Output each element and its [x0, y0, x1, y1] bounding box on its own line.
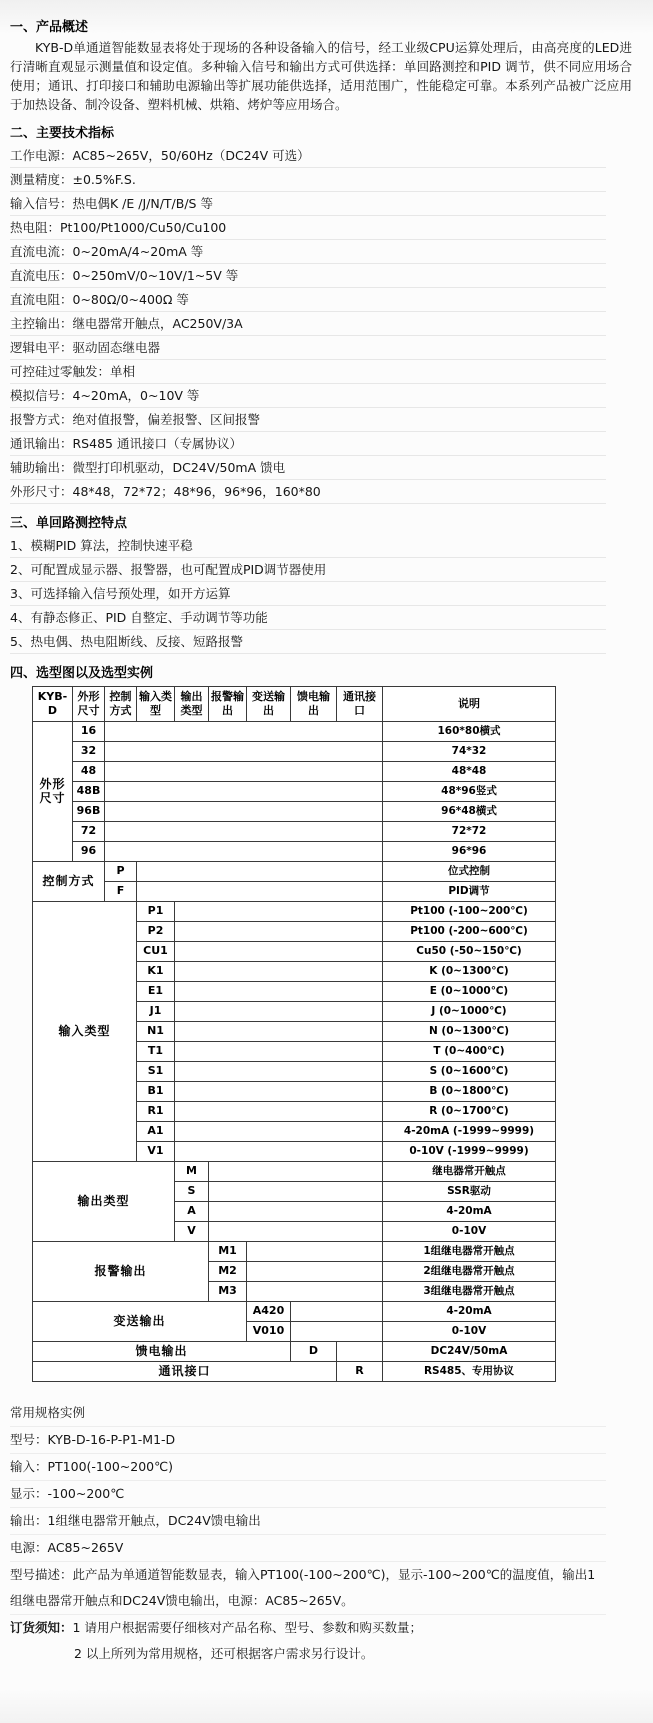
example-line: 型号描述：此产品为单通道智能数显表，输入PT100(-100~200℃)，显示-100~200℃的温度值，输出1组继电器常开触点和DC24V馈电输出，电源：AC85~265V。	[10, 1562, 606, 1615]
code-cell: 72	[73, 822, 105, 842]
desc-cell: 48*96竖式	[383, 782, 556, 802]
spacer-cell	[175, 942, 383, 962]
table-row	[33, 742, 556, 762]
spacer-cell	[175, 962, 383, 982]
table-header-cell: KYB-D	[33, 687, 73, 722]
spacer-cell	[175, 1082, 383, 1102]
spacer-cell	[209, 1202, 383, 1222]
code-cell: R1	[137, 1102, 175, 1122]
code-cell: B1	[137, 1082, 175, 1102]
selection-table-body	[33, 722, 556, 1382]
spacer-cell	[209, 1182, 383, 1202]
desc-cell: B (0~1800℃)	[383, 1082, 556, 1102]
feature-item: 4、有静态修正、PID 自整定、手动调节等功能	[10, 606, 606, 630]
desc-cell: DC24V/50mA	[383, 1342, 556, 1362]
features-list	[10, 534, 643, 654]
table-row	[33, 1242, 556, 1262]
spacer-cell	[175, 1002, 383, 1022]
group-label-cell: 通讯接口	[33, 1362, 337, 1382]
desc-cell: S (0~1600℃)	[383, 1062, 556, 1082]
selection-heading: 四、选型图以及选型实例	[10, 666, 154, 681]
spacer-cell	[105, 762, 383, 782]
desc-cell: Cu50 (-50~150℃)	[383, 942, 556, 962]
ordering-note-2: 2 以上所列为常用规格，还可根据客户需求另行设计。	[74, 1646, 374, 1661]
spec-item: 直流电阻：0~80Ω/0~400Ω 等	[10, 288, 606, 312]
spacer-cell	[137, 862, 383, 882]
group-label-cell: 输入类型	[33, 902, 137, 1162]
desc-cell: K (0~1300℃)	[383, 962, 556, 982]
ordering-note-line	[10, 1615, 630, 1641]
selection-table-header-row	[33, 687, 556, 722]
desc-cell: 4-20mA	[383, 1302, 556, 1322]
table-row	[33, 762, 556, 782]
example-lines	[10, 1427, 643, 1615]
desc-cell: 72*72	[383, 822, 556, 842]
desc-cell: 74*32	[383, 742, 556, 762]
code-cell: M	[175, 1162, 209, 1182]
table-row	[33, 782, 556, 802]
spacer-cell	[247, 1242, 383, 1262]
desc-cell: SSR驱动	[383, 1182, 556, 1202]
example-heading: 常用规格实例	[10, 1400, 606, 1427]
table-row	[33, 822, 556, 842]
code-cell: CU1	[137, 942, 175, 962]
spacer-cell	[137, 882, 383, 902]
desc-cell: 160*80横式	[383, 722, 556, 742]
spacer-cell	[105, 782, 383, 802]
desc-cell: R (0~1700℃)	[383, 1102, 556, 1122]
spacer-cell	[175, 1102, 383, 1122]
table-header-cell: 外形尺寸	[73, 687, 105, 722]
desc-cell: 96*96	[383, 842, 556, 862]
group-label-cell: 输出类型	[33, 1162, 175, 1242]
code-cell: V010	[247, 1322, 291, 1342]
selection-table	[32, 686, 556, 1382]
spacer-cell	[105, 822, 383, 842]
example-section	[10, 1400, 643, 1615]
spec-item: 辅助输出：微型打印机驱动，DC24V/50mA 馈电	[10, 456, 606, 480]
code-cell: M1	[209, 1242, 247, 1262]
spacer-cell	[209, 1162, 383, 1182]
spec-item: 直流电流：0~20mA/4~20mA 等	[10, 240, 606, 264]
table-row	[33, 862, 556, 882]
spacer-cell	[209, 1222, 383, 1242]
desc-cell: 3组继电器常开触点	[383, 1282, 556, 1302]
code-cell: J1	[137, 1002, 175, 1022]
desc-cell: 0-10V (-1999~9999)	[383, 1142, 556, 1162]
spacer-cell	[175, 922, 383, 942]
code-cell: 48	[73, 762, 105, 782]
spacer-cell	[291, 1302, 383, 1322]
spacer-cell	[291, 1322, 383, 1342]
desc-cell: T (0~400℃)	[383, 1042, 556, 1062]
table-header-cell: 变送输出	[247, 687, 291, 722]
desc-cell: 2组继电器常开触点	[383, 1262, 556, 1282]
group-label-cell: 馈电输出	[33, 1342, 291, 1362]
code-cell: T1	[137, 1042, 175, 1062]
desc-cell: N (0~1300℃)	[383, 1022, 556, 1042]
spacer-cell	[247, 1262, 383, 1282]
code-cell: E1	[137, 982, 175, 1002]
desc-cell: 0-10V	[383, 1322, 556, 1342]
code-cell: 96	[73, 842, 105, 862]
table-header-cell: 输出类型	[175, 687, 209, 722]
spec-item: 可控硅过零触发：单相	[10, 360, 606, 384]
spec-item: 热电阻：Pt100/Pt1000/Cu50/Cu100	[10, 216, 606, 240]
code-cell: A1	[137, 1122, 175, 1142]
spacer-cell	[105, 722, 383, 742]
spacer-cell	[105, 802, 383, 822]
code-cell: N1	[137, 1022, 175, 1042]
desc-cell: Pt100 (-200~600℃)	[383, 922, 556, 942]
spec-item: 模拟信号：4~20mA，0~10V 等	[10, 384, 606, 408]
desc-cell: Pt100 (-100~200℃)	[383, 902, 556, 922]
desc-cell: 48*48	[383, 762, 556, 782]
code-cell: V	[175, 1222, 209, 1242]
overview-paragraph: KYB-D单通道智能数显表将处于现场的各种设备输入的信号，经工业级CPU运算处理后，由高亮度的LED进行清晰直观显示测量值和设定值。多种输入信号和输出方式可供选择：单回路测控和PID 调节，供不同应用场合使用；通讯、打印接口和辅助电源输出等扩展功能供选择，适用范围广，性能稳定可靠。本系列产品被广泛应用于加热设备、制冷设备、塑料机械、烘箱、烤炉等应用场合。	[10, 40, 632, 112]
table-header-cell: 报警输出	[209, 687, 247, 722]
group-label-cell: 变送输出	[33, 1302, 247, 1342]
code-cell: V1	[137, 1142, 175, 1162]
ordering-note-1: 1 请用户根据需要仔细核对产品名称、型号、参数和购买数量；	[72, 1620, 422, 1635]
spacer-cell	[175, 1022, 383, 1042]
spec-item: 通讯输出：RS485 通讯接口（专属协议）	[10, 432, 606, 456]
specs-heading: 二、主要技术指标	[10, 126, 115, 141]
table-header-cell: 控制方式	[105, 687, 137, 722]
desc-cell: J (0~1000℃)	[383, 1002, 556, 1022]
table-header-cell: 输入类型	[137, 687, 175, 722]
code-cell: P2	[137, 922, 175, 942]
spec-item: 逻辑电平：驱动固态继电器	[10, 336, 606, 360]
table-row	[33, 1302, 556, 1322]
desc-cell: 4-20mA	[383, 1202, 556, 1222]
desc-cell: 继电器常开触点	[383, 1162, 556, 1182]
spacer-cell	[175, 1122, 383, 1142]
group-label-cell: 外形尺寸	[33, 722, 73, 862]
spec-item: 报警方式：绝对值报警，偏差报警、区间报警	[10, 408, 606, 432]
spacer-cell	[105, 742, 383, 762]
group-label-cell: 报警输出	[33, 1242, 209, 1302]
table-header-cell: 通讯接口	[337, 687, 383, 722]
table-row	[33, 902, 556, 922]
feature-item: 2、可配置成显示器、报警器，也可配置成PID调节器使用	[10, 558, 606, 582]
desc-cell: 96*48横式	[383, 802, 556, 822]
spacer-cell	[175, 902, 383, 922]
table-header-cell: 馈电输出	[291, 687, 337, 722]
code-cell: 16	[73, 722, 105, 742]
table-row	[33, 882, 556, 902]
ordering-label: 订货须知：	[10, 1620, 73, 1635]
desc-cell: 4-20mA (-1999~9999)	[383, 1122, 556, 1142]
code-cell: A420	[247, 1302, 291, 1322]
ordering-section	[10, 1615, 643, 1667]
spec-item: 测量精度：±0.5%F.S.	[10, 168, 606, 192]
feature-item: 1、模糊PID 算法，控制快速平稳	[10, 534, 606, 558]
desc-cell: PID调节	[383, 882, 556, 902]
desc-cell: 0-10V	[383, 1222, 556, 1242]
specs-list	[10, 144, 643, 504]
desc-cell: RS485、专用协议	[383, 1362, 556, 1382]
spacer-cell	[337, 1342, 383, 1362]
spec-item: 输入信号：热电偶K /E /J/N/T/B/S 等	[10, 192, 606, 216]
spec-item: 直流电压：0~250mV/0~10V/1~5V 等	[10, 264, 606, 288]
desc-cell: 位式控制	[383, 862, 556, 882]
code-cell: R	[337, 1362, 383, 1382]
code-cell: S	[175, 1182, 209, 1202]
feature-item: 3、可选择输入信号预处理，如开方运算	[10, 582, 606, 606]
example-line: 电源：AC85~265V	[10, 1535, 606, 1562]
code-cell: 48B	[73, 782, 105, 802]
code-cell: M2	[209, 1262, 247, 1282]
table-row	[33, 1362, 556, 1382]
table-row	[33, 1162, 556, 1182]
code-cell: 96B	[73, 802, 105, 822]
spacer-cell	[175, 1142, 383, 1162]
spacer-cell	[105, 842, 383, 862]
table-header-cell: 说明	[383, 687, 556, 722]
spacer-cell	[175, 1062, 383, 1082]
table-row	[33, 722, 556, 742]
table-row	[33, 1342, 556, 1362]
desc-cell: 1组继电器常开触点	[383, 1242, 556, 1262]
spec-item: 工作电源：AC85~265V，50/60Hz（DC24V 可选）	[10, 144, 606, 168]
table-row	[33, 842, 556, 862]
spec-item: 外形尺寸：48*48，72*72；48*96，96*96，160*80	[10, 480, 606, 504]
group-label-cell: 控制方式	[33, 862, 105, 902]
example-line: 输出：1组继电器常开触点，DC24V馈电输出	[10, 1508, 606, 1535]
example-line: 型号：KYB-D-16-P-P1-M1-D	[10, 1427, 606, 1454]
code-cell: 32	[73, 742, 105, 762]
code-cell: P1	[137, 902, 175, 922]
code-cell: M3	[209, 1282, 247, 1302]
feature-item: 5、热电偶、热电阻断线、反接、短路报警	[10, 630, 606, 654]
code-cell: S1	[137, 1062, 175, 1082]
spacer-cell	[247, 1282, 383, 1302]
code-cell: D	[291, 1342, 337, 1362]
spacer-cell	[175, 982, 383, 1002]
features-heading: 三、单回路测控特点	[10, 516, 128, 531]
spec-item: 主控输出：继电器常开触点，AC250V/3A	[10, 312, 606, 336]
code-cell: F	[105, 882, 137, 902]
desc-cell: E (0~1000℃)	[383, 982, 556, 1002]
spacer-cell	[175, 1042, 383, 1062]
code-cell: K1	[137, 962, 175, 982]
code-cell: P	[105, 862, 137, 882]
example-line: 输入：PT100(-100~200℃)	[10, 1454, 606, 1481]
table-row	[33, 802, 556, 822]
overview-heading: 一、产品概述	[10, 20, 89, 35]
code-cell: A	[175, 1202, 209, 1222]
example-line: 显示：-100~200℃	[10, 1481, 606, 1508]
